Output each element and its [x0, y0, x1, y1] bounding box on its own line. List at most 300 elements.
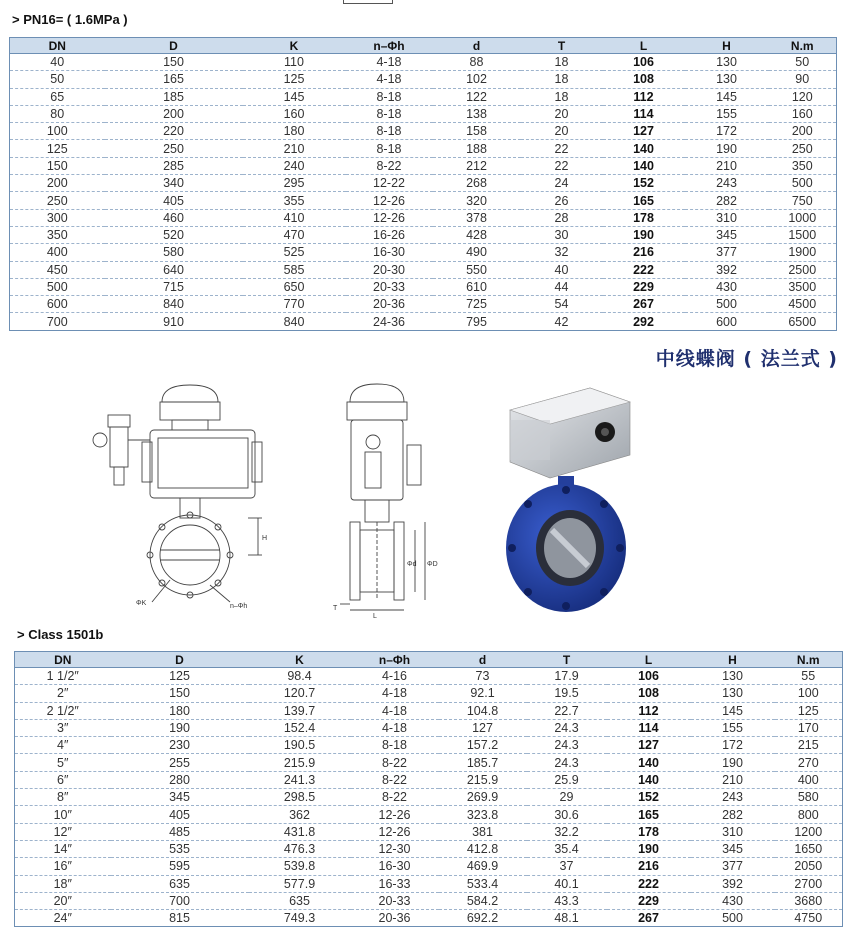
table-cell: 110	[243, 54, 346, 71]
table-cell: 155	[685, 105, 769, 122]
table-cell: 600	[10, 296, 105, 313]
table-cell: 188	[433, 140, 521, 157]
table-cell: 310	[691, 823, 775, 840]
table-cell: 282	[691, 806, 775, 823]
table-cell: 212	[433, 157, 521, 174]
table-cell: 18″	[15, 875, 111, 892]
table-cell: 749.3	[283, 911, 316, 926]
table-cell: 20	[521, 105, 603, 122]
table-cell: 210	[685, 157, 769, 174]
column-header: DN	[10, 38, 105, 54]
table-cell: 160	[769, 105, 837, 122]
table-cell: 200	[10, 175, 105, 192]
table-cell: 770	[243, 296, 346, 313]
side-label-l: L	[373, 613, 377, 620]
table-cell: 635	[249, 892, 351, 909]
table-cell: 37	[527, 858, 607, 875]
table-cell: 8-18	[351, 737, 439, 754]
table-row	[10, 261, 837, 278]
table-cell: 180	[111, 702, 249, 719]
table-cell: 243	[685, 175, 769, 192]
table-cell: 54	[521, 296, 603, 313]
table-cell: 35.4	[527, 840, 607, 857]
column-header: D	[111, 652, 249, 668]
table-row	[15, 823, 843, 840]
table-cell: 2″	[15, 685, 111, 702]
table-cell: 8-18	[346, 123, 433, 140]
table-row	[10, 209, 837, 226]
class150-spec-table	[14, 651, 843, 927]
table-cell: 1650	[775, 840, 843, 857]
table-cell: 3500	[769, 278, 837, 295]
table-cell: 24″	[53, 911, 72, 926]
table-cell: 584.2	[439, 892, 527, 909]
table-cell: 215.9	[439, 771, 527, 788]
column-header: H	[691, 652, 775, 668]
table-row	[15, 858, 843, 875]
table-row	[10, 54, 837, 71]
table-cell: 22	[521, 157, 603, 174]
table-cell: 120	[769, 88, 837, 105]
column-header: K	[243, 38, 346, 54]
table-cell: 840	[283, 314, 305, 329]
table-cell: 381	[439, 823, 527, 840]
table-cell: 55	[775, 668, 843, 685]
table-cell: 230	[111, 737, 249, 754]
table-row	[15, 806, 843, 823]
top-dimension-mark	[343, 0, 393, 4]
table-cell: 500	[10, 278, 105, 295]
table-cell: 392	[685, 261, 769, 278]
table-cell: 150	[105, 54, 243, 71]
table-row	[10, 192, 837, 209]
table-cell: 250	[105, 140, 243, 157]
table-row	[10, 140, 837, 157]
table-cell: 145	[243, 88, 346, 105]
table-cell: 190	[111, 719, 249, 736]
table-cell: 4-18	[351, 702, 439, 719]
column-header: K	[249, 652, 351, 668]
table-cell: 125	[111, 668, 249, 685]
table-cell: 104.8	[439, 702, 527, 719]
table-cell: 800	[775, 806, 843, 823]
column-header: DN	[15, 652, 111, 668]
table-cell: 392	[691, 875, 775, 892]
table-cell: 190	[607, 840, 691, 857]
table-cell: 88	[433, 54, 521, 71]
table-cell: 140	[607, 771, 691, 788]
table-cell: 815	[169, 911, 190, 926]
column-header: N.m	[775, 652, 843, 668]
table-cell: 24-36	[373, 314, 405, 329]
table-cell: 692.2	[466, 911, 499, 926]
table-cell: 165	[607, 806, 691, 823]
table-cell: 178	[607, 823, 691, 840]
table-row	[15, 685, 843, 702]
table-row	[10, 123, 837, 140]
table-cell: 48.1	[554, 911, 579, 926]
table-row	[15, 910, 843, 927]
table-cell: 5″	[15, 754, 111, 771]
table-cell: 172	[685, 123, 769, 140]
table-cell: 210	[691, 771, 775, 788]
table-row	[10, 157, 837, 174]
table-cell: 1500	[769, 226, 837, 243]
table-cell: 3″	[15, 719, 111, 736]
table-cell: 145	[691, 702, 775, 719]
table-row	[10, 105, 837, 122]
table-cell: 469.9	[439, 858, 527, 875]
table-cell: 20	[521, 123, 603, 140]
table-cell: 525	[243, 244, 346, 261]
table-cell: 16-26	[346, 226, 433, 243]
table-cell: 98.4	[249, 668, 351, 685]
table-cell: 152	[603, 175, 685, 192]
table-cell: 130	[691, 685, 775, 702]
table-cell: 2500	[769, 261, 837, 278]
side-view-drawing	[325, 380, 440, 620]
table-row	[15, 789, 843, 806]
table-cell: 50	[769, 54, 837, 71]
table-cell: 428	[433, 226, 521, 243]
table-cell: 345	[111, 789, 249, 806]
front-label-h: H	[262, 535, 268, 542]
table-cell: 122	[433, 88, 521, 105]
table-cell: 43.3	[527, 892, 607, 909]
table-cell: 4″	[15, 737, 111, 754]
table-row	[15, 892, 843, 909]
front-label-n-phih: n–Φh	[230, 603, 248, 610]
table-cell: 323.8	[439, 806, 527, 823]
table-cell: 160	[243, 105, 346, 122]
table-cell: 350	[10, 226, 105, 243]
table-cell: 127	[603, 123, 685, 140]
table-cell: 18	[521, 88, 603, 105]
table-cell: 216	[603, 244, 685, 261]
table-cell: 125	[775, 702, 843, 719]
table-cell: 268	[433, 175, 521, 192]
table-cell: 185	[105, 88, 243, 105]
table-cell: 610	[433, 278, 521, 295]
table-cell: 450	[10, 261, 105, 278]
table-cell: 470	[243, 226, 346, 243]
table-cell: 8-22	[351, 754, 439, 771]
column-header: d	[433, 38, 521, 54]
table-cell: 112	[603, 88, 685, 105]
table-cell: 8-22	[351, 789, 439, 806]
table-cell: 282	[685, 192, 769, 209]
table-cell: 270	[775, 754, 843, 771]
table-cell: 535	[111, 840, 249, 857]
table-cell: 1200	[775, 823, 843, 840]
table-cell: 267	[603, 296, 685, 313]
table-cell: 580	[105, 244, 243, 261]
table-cell: 106	[603, 54, 685, 71]
table-row	[10, 226, 837, 243]
table-cell: 155	[691, 719, 775, 736]
table-cell: 200	[105, 105, 243, 122]
column-header: D	[105, 38, 243, 54]
table-row	[10, 88, 837, 105]
table-cell: 4500	[769, 296, 837, 313]
table-cell: 345	[691, 840, 775, 857]
table-cell: 430	[685, 278, 769, 295]
table-cell: 431.8	[249, 823, 351, 840]
table-cell: 130	[685, 71, 769, 88]
table-cell: 378	[433, 209, 521, 226]
table-cell: 595	[111, 858, 249, 875]
table-row	[15, 668, 843, 685]
table-row	[15, 754, 843, 771]
table-cell: 138	[433, 105, 521, 122]
table-cell: 22.7	[527, 702, 607, 719]
table-row	[10, 278, 837, 295]
table-row	[15, 719, 843, 736]
table-cell: 112	[607, 702, 691, 719]
pn16-section-title: > PN16= ( 1.6MPa )	[12, 12, 128, 27]
column-header: T	[527, 652, 607, 668]
table-cell: 320	[433, 192, 521, 209]
table-cell: 12-26	[351, 806, 439, 823]
table-cell: 8-18	[346, 105, 433, 122]
table-cell: 12-26	[351, 823, 439, 840]
table-cell: 430	[691, 892, 775, 909]
table-cell: 500	[769, 175, 837, 192]
table-cell: 20-33	[351, 892, 439, 909]
table-cell: 4-18	[351, 719, 439, 736]
table-cell: 340	[105, 175, 243, 192]
table-cell: 165	[105, 71, 243, 88]
column-header: H	[685, 38, 769, 54]
table-cell: 40.1	[527, 875, 607, 892]
table-cell: 4-16	[351, 668, 439, 685]
table-cell: 170	[775, 719, 843, 736]
table-header-row	[15, 652, 843, 668]
table-cell: 580	[775, 789, 843, 806]
table-cell: 215	[775, 737, 843, 754]
table-cell: 222	[603, 261, 685, 278]
table-cell: 412.8	[439, 840, 527, 857]
table-cell: 12-26	[346, 209, 433, 226]
table-cell: 405	[111, 806, 249, 823]
table-cell: 200	[769, 123, 837, 140]
table-cell: 32.2	[527, 823, 607, 840]
column-header: n–Φh	[351, 652, 439, 668]
table-cell: 80	[10, 105, 105, 122]
column-header: n–Φh	[346, 38, 433, 54]
table-cell: 172	[691, 737, 775, 754]
table-cell: 269.9	[439, 789, 527, 806]
table-cell: 250	[769, 140, 837, 157]
table-cell: 178	[603, 209, 685, 226]
table-cell: 241.3	[249, 771, 351, 788]
table-cell: 18	[521, 71, 603, 88]
table-cell: 600	[716, 314, 737, 329]
table-cell: 400	[10, 244, 105, 261]
table-cell: 8-22	[351, 771, 439, 788]
table-cell: 640	[105, 261, 243, 278]
table-cell: 73	[439, 668, 527, 685]
table-cell: 150	[10, 157, 105, 174]
table-cell: 32	[521, 244, 603, 261]
table-cell: 190	[603, 226, 685, 243]
table-cell: 90	[769, 71, 837, 88]
table-cell: 345	[685, 226, 769, 243]
table-cell: 158	[433, 123, 521, 140]
table-cell: 840	[105, 296, 243, 313]
table-cell: 229	[607, 892, 691, 909]
butterfly-valve-photo	[500, 380, 640, 620]
table-cell: 140	[603, 140, 685, 157]
table-cell: 16-30	[346, 244, 433, 261]
table-cell: 216	[607, 858, 691, 875]
table-cell: 17.9	[527, 668, 607, 685]
table-cell: 16″	[15, 858, 111, 875]
class150-section-title: > Class 1501b	[17, 627, 104, 642]
table-row	[10, 313, 837, 330]
table-cell: 2700	[775, 875, 843, 892]
table-cell: 4-18	[346, 54, 433, 71]
table-cell: 715	[105, 278, 243, 295]
table-cell: 180	[243, 123, 346, 140]
column-header: L	[607, 652, 691, 668]
table-cell: 650	[243, 278, 346, 295]
front-view-drawing	[80, 380, 285, 615]
table-cell: 20-36	[346, 296, 433, 313]
table-cell: 100	[10, 123, 105, 140]
front-label-k: ΦK	[136, 600, 147, 607]
table-cell: 102	[433, 71, 521, 88]
table-cell: 19.5	[527, 685, 607, 702]
table-cell: 355	[243, 192, 346, 209]
table-cell: 500	[685, 296, 769, 313]
table-cell: 520	[105, 226, 243, 243]
table-cell: 12″	[15, 823, 111, 840]
table-cell: 255	[111, 754, 249, 771]
table-cell: 298.5	[249, 789, 351, 806]
side-label-big-d: ΦD	[427, 561, 438, 568]
table-cell: 362	[249, 806, 351, 823]
table-cell: 377	[691, 858, 775, 875]
table-cell: 30	[521, 226, 603, 243]
table-cell: 3680	[775, 892, 843, 909]
table-row	[15, 771, 843, 788]
table-cell: 533.4	[439, 875, 527, 892]
column-header: N.m	[769, 38, 837, 54]
table-cell: 30.6	[527, 806, 607, 823]
table-cell: 220	[105, 123, 243, 140]
table-cell: 215.9	[249, 754, 351, 771]
table-cell: 42	[554, 314, 569, 329]
table-cell: 8-22	[346, 157, 433, 174]
table-cell: 4750	[794, 911, 823, 926]
table-cell: 240	[243, 157, 346, 174]
table-cell: 16-30	[351, 858, 439, 875]
table-row	[15, 840, 843, 857]
table-cell: 50	[10, 71, 105, 88]
table-cell: 20″	[15, 892, 111, 909]
table-cell: 106	[607, 668, 691, 685]
table-cell: 1 1/2″	[15, 668, 111, 685]
table-cell: 795	[466, 314, 487, 329]
table-cell: 190.5	[249, 737, 351, 754]
side-label-d: Φd	[407, 561, 417, 568]
table-cell: 125	[10, 140, 105, 157]
table-cell: 24.3	[527, 737, 607, 754]
table-cell: 14″	[15, 840, 111, 857]
table-cell: 229	[603, 278, 685, 295]
table-cell: 8-18	[346, 140, 433, 157]
table-cell: 280	[111, 771, 249, 788]
table-cell: 130	[691, 668, 775, 685]
table-cell: 108	[607, 685, 691, 702]
table-cell: 20-33	[346, 278, 433, 295]
table-cell: 18	[521, 54, 603, 71]
table-cell: 165	[603, 192, 685, 209]
table-cell: 24.3	[527, 719, 607, 736]
table-cell: 152.4	[249, 719, 351, 736]
table-cell: 577.9	[249, 875, 351, 892]
table-row	[10, 296, 837, 313]
table-cell: 29	[527, 789, 607, 806]
table-cell: 500	[722, 911, 743, 926]
table-cell: 120.7	[249, 685, 351, 702]
table-row	[15, 702, 843, 719]
pn16-spec-table	[9, 37, 837, 331]
table-cell: 725	[433, 296, 521, 313]
table-cell: 635	[111, 875, 249, 892]
table-cell: 157.2	[439, 737, 527, 754]
table-cell: 185.7	[439, 754, 527, 771]
table-cell: 44	[521, 278, 603, 295]
table-cell: 310	[685, 209, 769, 226]
side-label-t: T	[333, 605, 338, 612]
table-cell: 295	[243, 175, 346, 192]
table-cell: 140	[603, 157, 685, 174]
table-cell: 410	[243, 209, 346, 226]
table-row	[10, 175, 837, 192]
table-header-row	[10, 38, 837, 54]
table-cell: 12-26	[346, 192, 433, 209]
table-cell: 400	[775, 771, 843, 788]
table-cell: 140	[607, 754, 691, 771]
table-cell: 20-30	[346, 261, 433, 278]
table-cell: 910	[163, 314, 184, 329]
table-cell: 267	[638, 911, 659, 926]
table-cell: 490	[433, 244, 521, 261]
table-cell: 539.8	[249, 858, 351, 875]
table-cell: 243	[691, 789, 775, 806]
table-cell: 26	[521, 192, 603, 209]
table-cell: 300	[10, 209, 105, 226]
table-row	[15, 737, 843, 754]
table-cell: 1900	[769, 244, 837, 261]
table-cell: 700	[46, 314, 68, 329]
table-cell: 4-18	[351, 685, 439, 702]
table-cell: 190	[691, 754, 775, 771]
table-cell: 285	[105, 157, 243, 174]
product-title: 中线蝶阀 ( 法兰式 )	[655, 348, 838, 370]
table-cell: 65	[10, 88, 105, 105]
table-cell: 585	[243, 261, 346, 278]
table-cell: 377	[685, 244, 769, 261]
table-cell: 125	[243, 71, 346, 88]
table-cell: 16-33	[351, 875, 439, 892]
table-cell: 190	[685, 140, 769, 157]
table-cell: 25.9	[527, 771, 607, 788]
column-header: T	[521, 38, 603, 54]
table-cell: 152	[607, 789, 691, 806]
